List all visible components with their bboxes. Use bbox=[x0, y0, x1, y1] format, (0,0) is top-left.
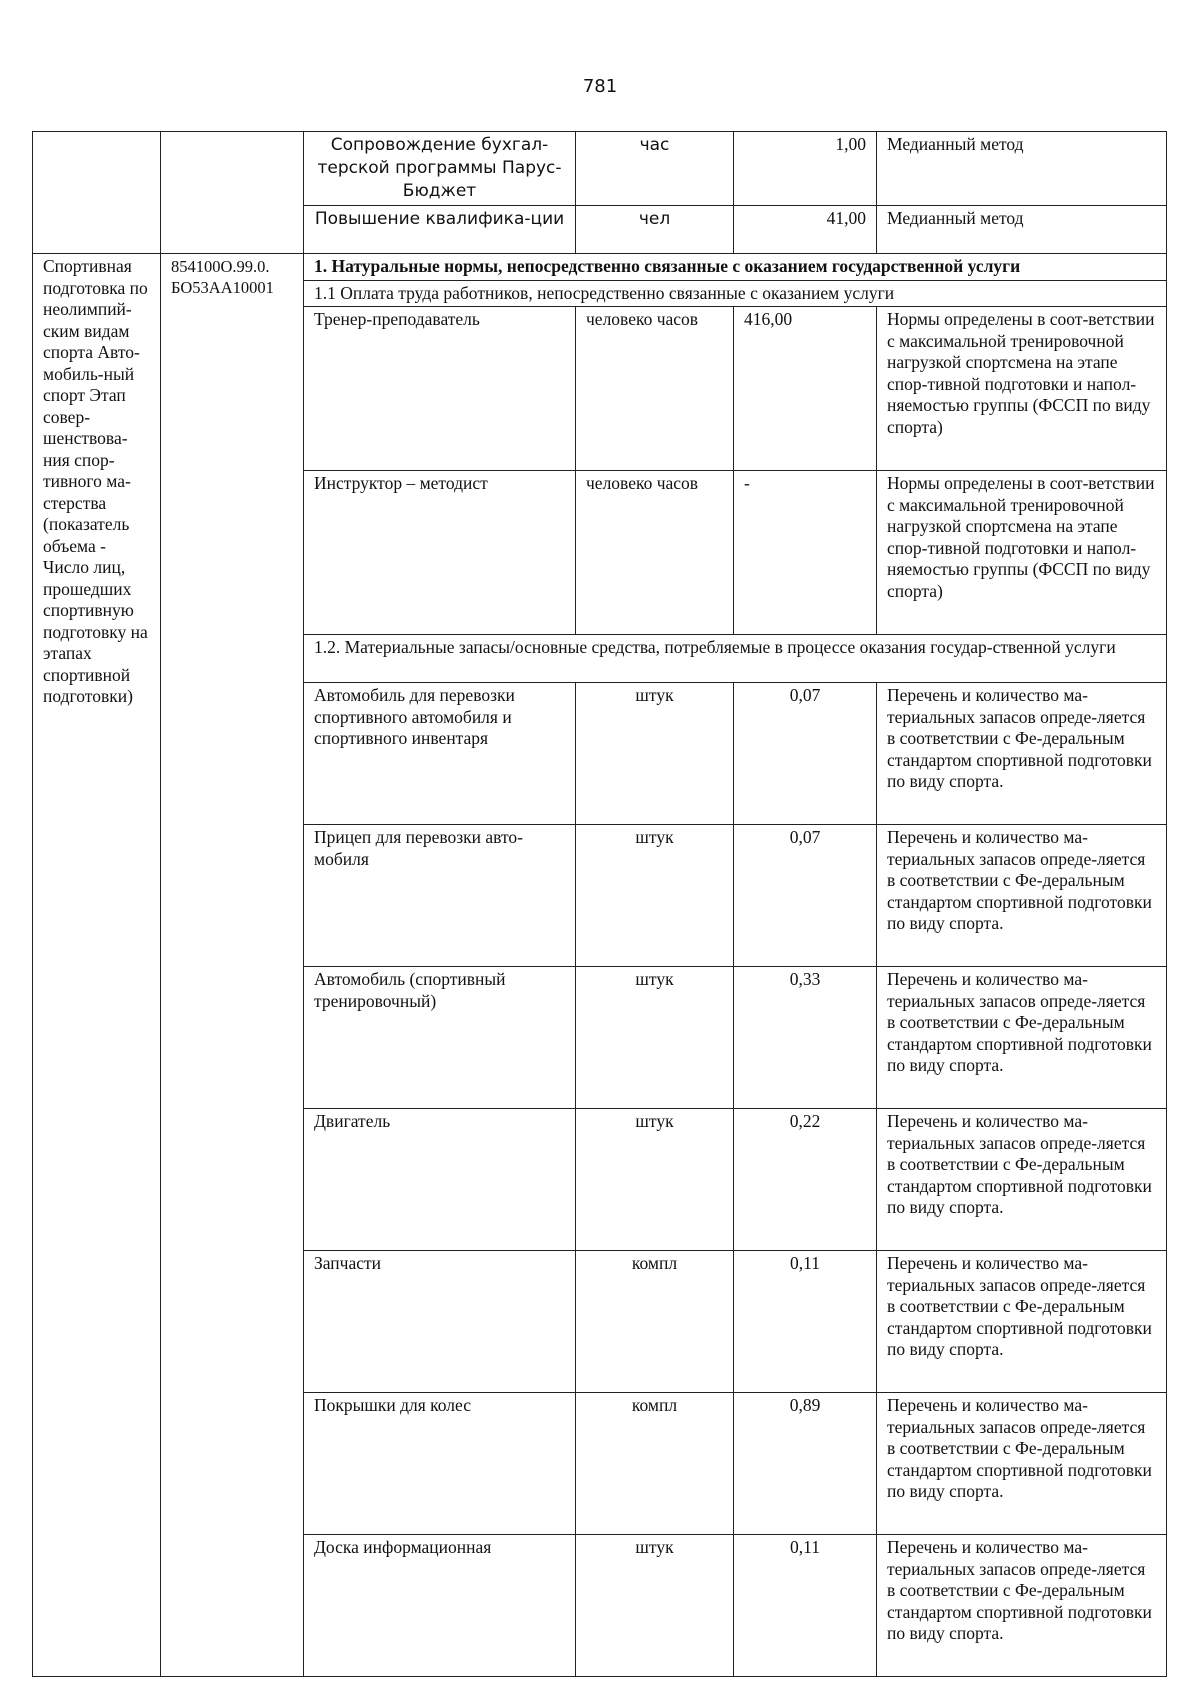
norm-name: Сопровождение бухгал-терской программы Парус-Бюджет bbox=[304, 132, 576, 206]
material-value: 0,07 bbox=[734, 683, 877, 825]
table-row bbox=[33, 254, 1167, 281]
labor-value: 416,00 bbox=[734, 307, 877, 471]
material-note: Перечень и количество ма-териальных запасов опреде-ляется в соответствии с Фе-деральным стандартом спортивной подготовки по виду спорта. bbox=[877, 1535, 1167, 1677]
norm-unit: чел bbox=[576, 206, 734, 254]
empty-cell bbox=[161, 132, 304, 254]
material-note: Перечень и количество ма-териальных запасов опреде-ляется в соответствии с Фе-деральным стандартом спортивной подготовки по виду спорта. bbox=[877, 683, 1167, 825]
material-unit: компл bbox=[576, 1393, 734, 1535]
norms-table bbox=[32, 131, 1167, 1677]
table-row bbox=[33, 132, 1167, 206]
material-value: 0,11 bbox=[734, 1535, 877, 1677]
material-value: 0,07 bbox=[734, 825, 877, 967]
labor-value: - bbox=[734, 471, 877, 635]
section-title: 1.1 Оплата труда работников, непосредственно связанные с оказанием услуги bbox=[304, 280, 1167, 307]
material-name: Автомобиль для перевозки спортивного автомобиля и спортивного инвентаря bbox=[304, 683, 576, 825]
norm-unit: час bbox=[576, 132, 734, 206]
page-number: 781 bbox=[582, 76, 618, 97]
norm-value: 1,00 bbox=[734, 132, 877, 206]
material-value: 0,89 bbox=[734, 1393, 877, 1535]
material-name: Прицеп для перевозки авто-мобиля bbox=[304, 825, 576, 967]
section-title: 1.2. Материальные запасы/основные средства, потребляемые в процессе оказания государ-ственной услуги bbox=[304, 635, 1167, 683]
material-note: Перечень и количество ма-териальных запасов опреде-ляется в соответствии с Фе-деральным стандартом спортивной подготовки по виду спорта. bbox=[877, 967, 1167, 1109]
material-note: Перечень и количество ма-териальных запасов опреде-ляется в соответствии с Фе-деральным стандартом спортивной подготовки по виду спорта. bbox=[877, 1251, 1167, 1393]
labor-unit: человеко часов bbox=[576, 471, 734, 635]
norm-method: Медианный метод bbox=[877, 132, 1167, 206]
material-unit: штук bbox=[576, 967, 734, 1109]
material-unit: штук bbox=[576, 1535, 734, 1677]
material-value: 0,33 bbox=[734, 967, 877, 1109]
material-name: Запчасти bbox=[304, 1251, 576, 1393]
material-name: Автомобиль (спортивный тренировочный) bbox=[304, 967, 576, 1109]
material-unit: штук bbox=[576, 825, 734, 967]
service-code: 854100О.99.0. БО53АА10001 bbox=[161, 254, 304, 1677]
material-name: Двигатель bbox=[304, 1109, 576, 1251]
material-unit: штук bbox=[576, 1109, 734, 1251]
material-note: Перечень и количество ма-териальных запасов опреде-ляется в соответствии с Фе-деральным стандартом спортивной подготовки по виду спорта. bbox=[877, 825, 1167, 967]
material-value: 0,22 bbox=[734, 1109, 877, 1251]
labor-unit: человеко часов bbox=[576, 307, 734, 471]
labor-note: Нормы определены в соот-ветствии с максимальной тренировочной нагрузкой спортсмена на этапе спор-тивной подготовки и напол-няемостью группы (ФССП по виду спорта) bbox=[877, 471, 1167, 635]
labor-name: Тренер-преподаватель bbox=[304, 307, 576, 471]
norm-name: Повышение квалифика-ции bbox=[304, 206, 576, 254]
material-note: Перечень и количество ма-териальных запасов опреде-ляется в соответствии с Фе-деральным стандартом спортивной подготовки по виду спорта. bbox=[877, 1393, 1167, 1535]
labor-note: Нормы определены в соот-ветствии с максимальной тренировочной нагрузкой спортсмена на этапе спор-тивной подготовки и напол-няемостью группы (ФССП по виду спорта) bbox=[877, 307, 1167, 471]
norm-value: 41,00 bbox=[734, 206, 877, 254]
material-value: 0,11 bbox=[734, 1251, 877, 1393]
material-unit: компл bbox=[576, 1251, 734, 1393]
norm-method: Медианный метод bbox=[877, 206, 1167, 254]
empty-cell bbox=[33, 132, 161, 254]
section-title: 1. Натуральные нормы, непосредственно связанные с оказанием государственной услуги bbox=[304, 254, 1167, 281]
material-name: Покрышки для колес bbox=[304, 1393, 576, 1535]
material-unit: штук bbox=[576, 683, 734, 825]
service-name: Спортивная подготовка по неолимпий-ским видам спорта Авто-мобиль-ный спорт Этап совер-шенствова-ния спор-тивного ма-стерства (показатель объема - Число лиц, прошедших спортивную подготовку на этапах спортивной подготовки) bbox=[33, 254, 161, 1677]
material-name: Доска информационная bbox=[304, 1535, 576, 1677]
labor-name: Инструктор – методист bbox=[304, 471, 576, 635]
material-note: Перечень и количество ма-териальных запасов опреде-ляется в соответствии с Фе-деральным стандартом спортивной подготовки по виду спорта. bbox=[877, 1109, 1167, 1251]
